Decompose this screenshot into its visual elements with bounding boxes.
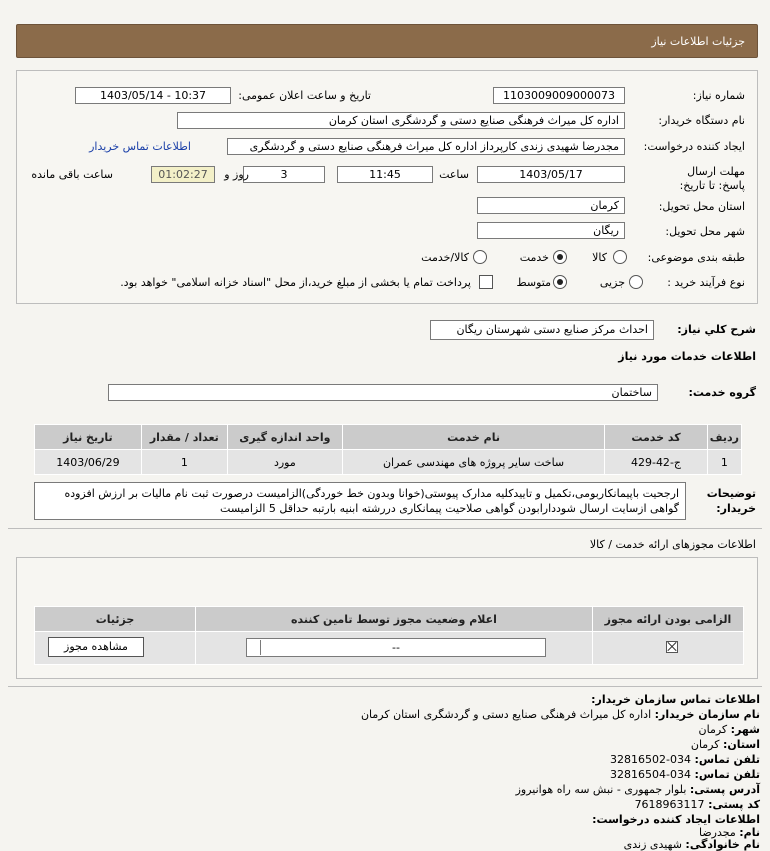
- remaining-time-field: 01:02:27: [151, 166, 215, 183]
- contact-label: نام:: [739, 826, 760, 839]
- category-label: طبقه بندی موضوعی:: [647, 251, 745, 264]
- permits-title: اطلاعات مجوزهای ارائه خدمت / کالا: [589, 538, 756, 551]
- announce-label: تاریخ و ساعت اعلان عمومی:: [238, 89, 371, 102]
- contact-value: 034-32816504: [610, 768, 692, 781]
- col-permit-status: اعلام وضعیت مجوز توسط تامین کننده: [195, 607, 592, 632]
- delivery-city-field: ریگان: [477, 222, 625, 239]
- delivery-province-field: کرمان: [477, 197, 625, 214]
- col-need-date: تاریخ نیاز: [35, 425, 142, 450]
- treasury-payment-note: پرداخت تمام یا بخشی از مبلغ خرید،از محل "اسناد خزانه اسلامی" خواهد بود.: [120, 276, 471, 289]
- deadline-time-field: 11:45: [337, 166, 433, 183]
- table-row: [35, 450, 742, 475]
- requester-field: مجدرضا شهیدی زندی کارپرداز اداره کل میراث فرهنگی صنایع دستی و گردشگری: [227, 138, 625, 155]
- services-table: [34, 424, 742, 475]
- days-label: روز و: [224, 168, 249, 181]
- details-panel: [16, 70, 758, 304]
- category-radio-goods-service[interactable]: [473, 250, 487, 264]
- contact-label: شهر:: [730, 723, 760, 736]
- permits-table-header: [35, 607, 744, 632]
- delivery-province-label: استان محل تحویل:: [658, 200, 745, 213]
- process-radio-medium[interactable]: [553, 275, 567, 289]
- announce-field: 1403/05/14 - 10:37: [75, 87, 231, 104]
- contact-title: اطلاعات تماس سازمان خریدار:: [591, 693, 760, 706]
- requester-label: ایجاد کننده درخواست:: [643, 140, 745, 153]
- deadline-label: مهلت ارسال پاسخ: تا تاریخ:: [679, 165, 745, 192]
- buyer-org-label: نام دستگاه خریدار:: [658, 114, 745, 127]
- contact-value: مجدرضا: [698, 826, 736, 839]
- col-permit-details: جزئیات: [35, 607, 196, 632]
- col-service-code: کد خدمت: [605, 425, 708, 450]
- contact-org: [361, 708, 760, 721]
- cell-service-code: ج-42-429: [605, 450, 708, 475]
- col-permit-required: الزامی بودن ارائه مجوز: [592, 607, 743, 632]
- requester-info-title: [592, 813, 760, 826]
- contact-phone-1: [610, 753, 760, 766]
- contact-province: [691, 738, 760, 751]
- service-group-label: گروه خدمت:: [688, 386, 756, 399]
- contact-label: تلفن تماس:: [694, 768, 760, 781]
- category-option-goods-service: کالا/خدمت: [421, 251, 469, 264]
- process-radio-minor[interactable]: [629, 275, 643, 289]
- permit-status-value: --: [392, 641, 400, 654]
- contact-value: اداره کل میراث فرهنگی صنایع دستی و گردشگری استان کرمان: [360, 708, 652, 721]
- contact-value: 7618963117: [634, 798, 705, 811]
- chevron-down-icon[interactable]: [248, 640, 261, 655]
- deadline-date-field: 1403/05/17: [477, 166, 625, 183]
- services-title: اطلاعات خدمات مورد نیاز: [618, 350, 756, 363]
- permit-status-select[interactable]: [246, 638, 546, 657]
- treasury-payment-checkbox[interactable]: [479, 275, 493, 289]
- services-table-header: [35, 425, 742, 450]
- contact-label: آدرس پستی:: [689, 783, 760, 796]
- page-header: [16, 24, 758, 58]
- deadline-time-label: ساعت: [439, 168, 469, 181]
- buyer-notes-label: توضیحات خریدار:: [706, 487, 756, 515]
- col-row: ردیف: [707, 425, 741, 450]
- summary-label: شرح کلي نياز:: [677, 323, 756, 336]
- category-option-goods: کالا: [592, 251, 607, 264]
- days-field: 3: [243, 166, 325, 183]
- contact-value: کرمان: [698, 723, 728, 736]
- summary-field: احداث مرکز صنایع دستی شهرستان ریگان: [430, 320, 654, 340]
- cell-service-name: ساخت سایر پروژه های مهندسی عمران: [342, 450, 604, 475]
- buyer-org-field: اداره کل میراث فرهنگی صنایع دستی و گردشگری استان کرمان: [177, 112, 625, 129]
- service-group-field: ساختمان: [108, 384, 658, 401]
- contact-label: نام سازمان خریدار:: [654, 708, 760, 721]
- category-radio-service[interactable]: [553, 250, 567, 264]
- contact-label: استان:: [723, 738, 760, 751]
- contact-label: کد پستی:: [708, 798, 760, 811]
- process-option-medium: متوسط: [516, 276, 551, 289]
- contact-value: 034-32816502: [610, 753, 692, 766]
- need-number-label: شماره نیاز:: [692, 89, 745, 102]
- category-radio-goods[interactable]: [613, 250, 627, 264]
- contact-value: کرمان: [690, 738, 720, 751]
- view-permit-button[interactable]: مشاهده مجوز: [48, 637, 144, 657]
- contact-postal: [635, 798, 760, 811]
- col-unit: واحد اندازه گیری: [227, 425, 342, 450]
- divider: [8, 686, 762, 687]
- cell-quantity: 1: [141, 450, 227, 475]
- contact-label: نام خانوادگی:: [685, 838, 760, 851]
- delivery-city-label: شهر محل تحویل:: [665, 225, 745, 238]
- process-option-minor: جزیی: [599, 276, 625, 289]
- process-label: نوع فرآیند خرید :: [667, 276, 745, 289]
- category-option-service: خدمت: [519, 251, 549, 264]
- col-quantity: تعداد / مقدار: [141, 425, 227, 450]
- cell-row: 1: [707, 450, 741, 475]
- contact-label: اطلاعات ایجاد کننده درخواست:: [592, 813, 760, 826]
- contact-phone-2: [610, 768, 760, 781]
- need-number-field: 1103009009000073: [493, 87, 625, 104]
- contact-city: [699, 723, 760, 736]
- buyer-notes-field: ارجحیت باپیمانکاربومی،تکمیل و تاییدکلیه مدارک پیوستی(خوانا وبدون خط خوردگی)الزامیست درصورت ثبت نام مالیات بر ارزش افزوده گواهی ازسایت ارسال شوددارابودن گواهی صلاحیت پیمانکاری دررشته ابنیه بارتبه حداقل 5 الزامیست: [34, 482, 686, 520]
- cell-unit: مورد: [227, 450, 342, 475]
- contact-label: تلفن تماس:: [694, 753, 760, 766]
- permit-required-checkbox: [666, 641, 678, 653]
- cell-need-date: 1403/06/29: [35, 450, 142, 475]
- col-service-name: نام خدمت: [342, 425, 604, 450]
- contact-value: بلوار جمهوری - نبش سه راه هوانیروز: [515, 783, 687, 796]
- contact-address: [516, 783, 760, 796]
- buyer-contact-link[interactable]: اطلاعات تماس خریدار: [89, 140, 191, 153]
- remaining-label: ساعت باقی مانده: [31, 168, 113, 181]
- divider: [8, 528, 762, 529]
- page-title: جزئیات اطلاعات نیاز: [651, 35, 745, 48]
- contact-value: شهیدی زندی: [623, 838, 682, 851]
